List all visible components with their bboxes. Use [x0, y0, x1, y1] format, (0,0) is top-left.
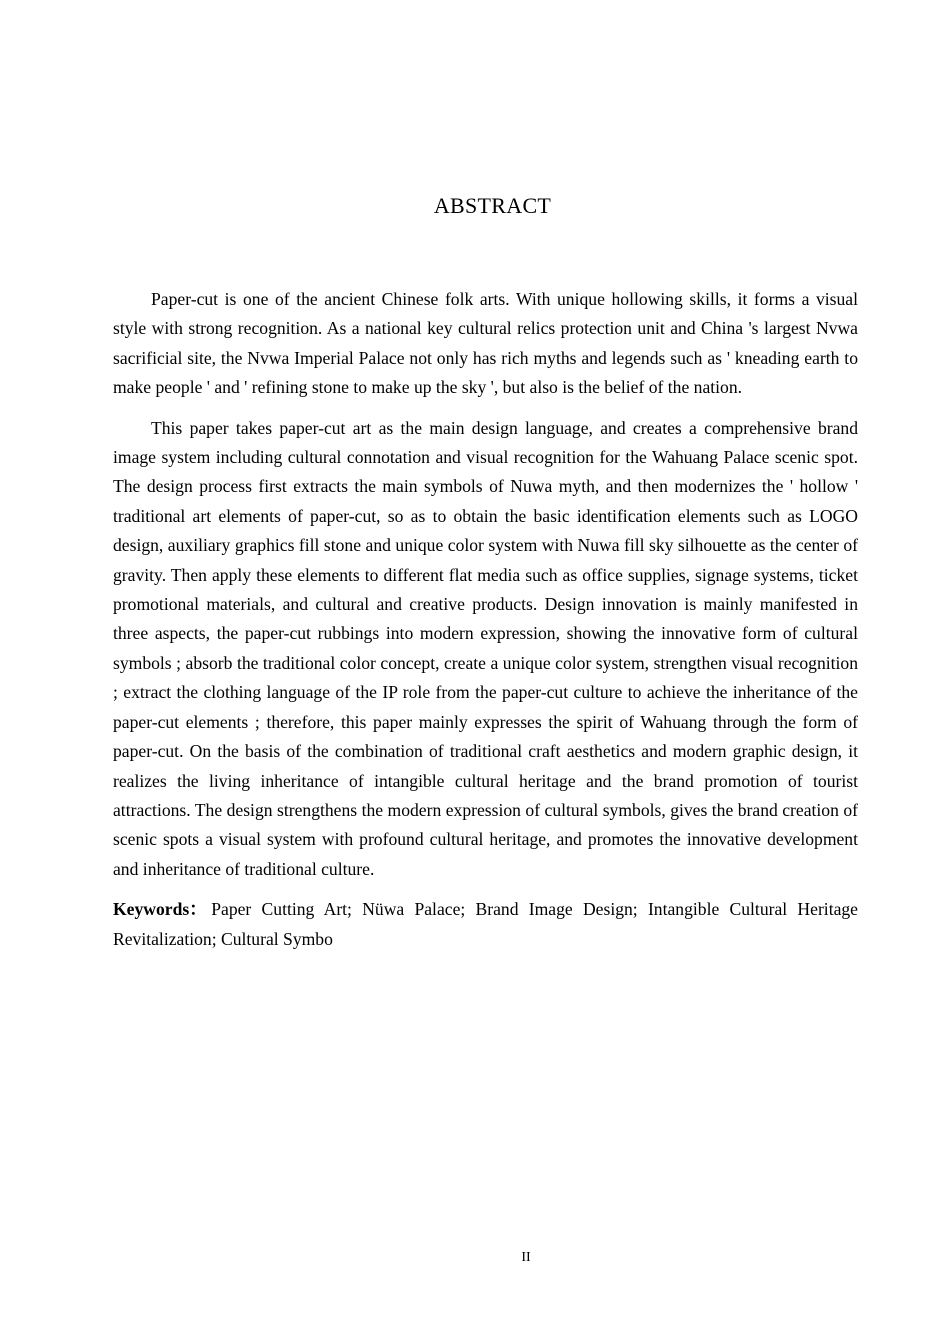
abstract-paragraph-1: Paper-cut is one of the ancient Chinese folk arts. With unique hollowing skills, it forms a visual style with strong recognition. As a national key cultural relics protection unit and China 's largest Nvwa sacrificial site, the Nvwa Imperial Palace not only has rich myths and legends such as ' kneading earth to make people ' and ' refining stone to make up the sky ', but also is the belief of the nation.: [113, 289, 858, 398]
abstract-body: [113, 285, 858, 954]
keywords-line: [113, 895, 858, 954]
keywords-text: Paper Cutting Art; Nüwa Palace; Brand Image Design; Intangible Cultural Heritage Revitalization; Cultural Symbo: [113, 899, 858, 949]
page-number: II: [521, 1250, 531, 1265]
keywords-separator: ：: [189, 899, 207, 920]
abstract-paragraph-2: This paper takes paper-cut art as the main design language, and creates a comprehensive brand image system including cultural connotation and visual recognition for the Wahuang Palace scenic spot. The design process first extracts the main symbols of Nuwa myth, and then modernizes the ' hollow ' traditional art elements of paper-cut, so as to obtain the basic identification elements such as LOGO design, auxiliary graphics fill stone and unique color system with Nuwa fill sky silhouette as the center of gravity. Then apply these elements to different flat media such as office supplies, signage systems, ticket promotional materials, and cultural and creative products. Design innovation is mainly manifested in three aspects, the paper-cut rubbings into modern expression, showing the innovative form of cultural symbols ; absorb the traditional color concept, create a unique color system, strengthen visual recognition ; extract the clothing language of the IP role from the paper-cut culture to achieve the inheritance of the paper-cut elements ; therefore, this paper mainly expresses the spirit of Wahuang through the form of paper-cut. On the basis of the combination of traditional craft aesthetics and modern graphic design, it realizes the living inheritance of intangible cultural heritage and the brand promotion of tourist attractions. The design strengthens the modern expression of cultural symbols, gives the brand creation of scenic spots a visual system with profound cultural heritage, and promotes the innovative development and inheritance of traditional culture.: [113, 417, 858, 879]
keywords-label: Keywords: [113, 899, 190, 920]
abstract-title: ABSTRACT: [433, 193, 552, 218]
